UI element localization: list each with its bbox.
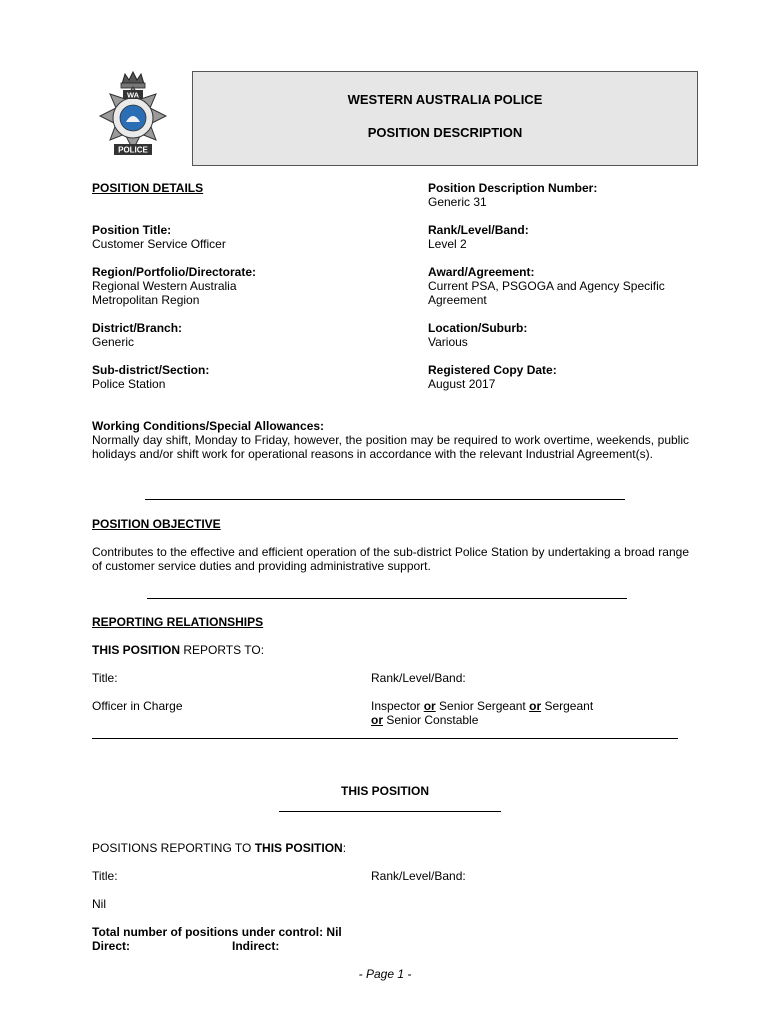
subdistrict-value: Police Station [92, 377, 166, 391]
pd-number-block [428, 181, 597, 209]
direct-label: Direct: [92, 939, 131, 953]
officer-in-charge: Officer in Charge [92, 699, 183, 713]
divider-1 [145, 499, 625, 500]
divider-3 [92, 738, 678, 739]
rank-column-label: Rank/Level/Band: [371, 671, 466, 685]
this-position-heading: THIS POSITION [340, 784, 429, 798]
positions-reporting-prefix: POSITIONS REPORTING TO [92, 841, 255, 855]
or-2: or [529, 699, 542, 713]
subdistrict-label: Sub-district/Section: [92, 363, 210, 377]
total-positions: Total number of positions under control: Nil [92, 925, 342, 939]
district-value: Generic [92, 335, 135, 349]
position-title-block [92, 223, 226, 251]
region-block [92, 265, 256, 307]
wa-police-logo [92, 70, 174, 162]
rank-block [428, 223, 529, 251]
location-block [428, 321, 527, 349]
rank-senior-sergeant: Senior Sergeant [435, 699, 530, 713]
award-value-2: Agreement [428, 293, 487, 307]
divider-2 [147, 598, 627, 599]
location-label: Location/Suburb: [428, 321, 528, 335]
copy-date-block [428, 363, 557, 391]
award-block [428, 265, 665, 307]
region-value-2: Metropolitan Region [92, 293, 200, 307]
pd-number-label: Position Description Number: [428, 181, 598, 195]
award-label: Award/Agreement: [428, 265, 535, 279]
indirect-label: Indirect: [232, 939, 280, 953]
positions-reporting-suffix: : [342, 841, 347, 855]
location-value: Various [428, 335, 468, 349]
or-3: or [371, 713, 383, 727]
district-label: District/Branch: [92, 321, 183, 335]
rank-senior-constable: Senior Constable [383, 713, 479, 727]
position-objective-text: Contributes to the effective and efficient operation of the sub-district Police Station by undertaking a broad range of customer service duties and providing administrative support. [92, 545, 689, 573]
working-conditions-text: Normally day shift, Monday to Friday, however, the position may be required to work overtime, weekends, public holidays and/or shift work for operational reasons in accordance with the relevant Industrial Agreement(s). [92, 433, 689, 461]
award-value-1: Current PSA, PSGOGA and Agency Specific [428, 279, 665, 293]
divider-4 [279, 811, 501, 812]
working-conditions [92, 419, 689, 461]
region-value-1: Regional Western Australia [92, 279, 237, 293]
document-subtitle: POSITION DESCRIPTION [367, 125, 523, 140]
subordinates-nil: Nil [92, 897, 106, 911]
rank-value: Level 2 [428, 237, 467, 251]
copy-date-value: August 2017 [428, 377, 496, 391]
subordinate-rank-column: Rank/Level/Band: [371, 869, 466, 883]
position-objective-heading: POSITION OBJECTIVE [92, 517, 221, 531]
reports-to-rest: REPORTS TO: [180, 643, 265, 657]
rank-sergeant: Sergeant [541, 699, 594, 713]
header-box [192, 71, 698, 166]
region-label: Region/Portfolio/Directorate: [92, 265, 257, 279]
position-title-value: Customer Service Officer [92, 237, 226, 251]
positions-reporting-line [92, 841, 346, 855]
rank-label: Rank/Level/Band: [428, 223, 529, 237]
or-1: or [423, 699, 436, 713]
subordinate-title-column: Title: [92, 869, 118, 883]
title-column-label: Title: [92, 671, 118, 685]
reports-to-bold: THIS POSITION [92, 643, 181, 657]
working-conditions-label: Working Conditions/Special Allowances: [92, 419, 325, 433]
subdistrict-block [92, 363, 209, 391]
position-details-heading: POSITION DETAILS [92, 181, 204, 195]
copy-date-label: Registered Copy Date: [428, 363, 557, 377]
position-title-label: Position Title: [92, 223, 172, 237]
reports-to-line [92, 643, 264, 657]
district-block [92, 321, 182, 349]
positions-reporting-bold: THIS POSITION [254, 841, 343, 855]
page-number: - Page 1 - [358, 967, 412, 981]
rank-inspector: Inspector [371, 699, 424, 713]
document-title: WESTERN AUSTRALIA POLICE [347, 92, 543, 107]
reports-to-rank [371, 699, 593, 727]
logo-police-text: POLICE [118, 145, 148, 155]
logo-wa-text: WA [126, 90, 140, 100]
pd-number-value: Generic 31 [428, 195, 487, 209]
reporting-relationships-heading: REPORTING RELATIONSHIPS [92, 615, 264, 629]
